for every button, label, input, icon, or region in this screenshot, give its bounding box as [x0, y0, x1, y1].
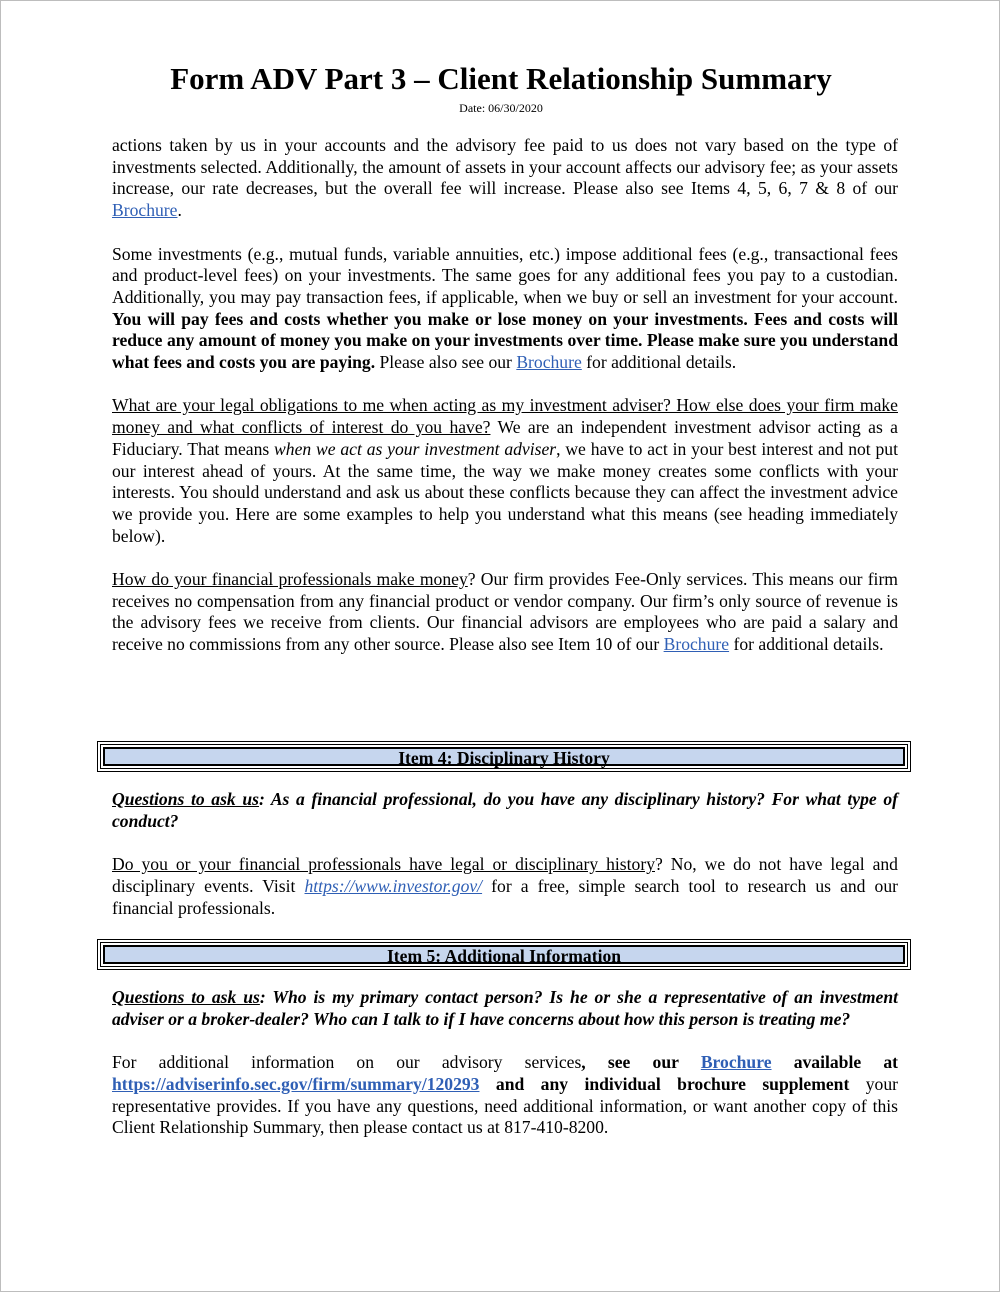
investor-gov-link[interactable]: https://www.investor.gov/: [304, 875, 483, 896]
legal-obligations-italic: when we act as your investment adviser: [274, 438, 557, 459]
legal-obligations-paragraph: [112, 395, 898, 547]
fees-warning: You will pay fees and costs whether you make or lose money on your investments. Fees and costs will reduce any amount of money you make on your investments over time. Please make sure you understand what fees and costs you are paying.: [112, 308, 898, 373]
disciplinary-paragraph: [112, 854, 898, 919]
brochure-link[interactable]: Brochure: [663, 634, 730, 655]
additional-info-bold2: available at: [771, 1052, 898, 1073]
section-header-item4: [97, 741, 911, 772]
fees-end: .: [177, 200, 182, 221]
fees-paragraph: [112, 135, 898, 222]
compensation-paragraph: [112, 569, 898, 656]
disciplinary-text: ? No, we do not have legal and disciplinary events. Visit: [112, 854, 898, 896]
brochure-link[interactable]: Brochure: [516, 352, 582, 373]
disciplinary-question: Do you or your financial professionals have legal or disciplinary history: [112, 854, 655, 875]
additional-fees-end: for additional details.: [581, 352, 737, 373]
item4-content: [112, 789, 898, 941]
questions-text: : As a financial professional, do you have any disciplinary history? For what type of conduct?: [112, 789, 898, 831]
section-title-item4: Item 4: Disciplinary History: [103, 747, 905, 766]
item5-questions: [112, 987, 898, 1030]
document-date: Date: 06/30/2020: [459, 101, 543, 115]
compensation-question: How do your financial professionals make money: [112, 569, 468, 590]
brochure-link[interactable]: Brochure: [112, 200, 178, 221]
legal-obligations-question: What are your legal obligations to me when acting as my investment adviser? How else does your firm make money and what conflicts of interest do you have?: [112, 395, 898, 438]
compensation-text: ? Our firm provides Fee-Only services. This means our firm receives no compensation from any financial product or vendor company. Our firm’s only source of revenue is the advisory fees we receive from clients. Our financial advisors are employees who are paid a salary and receive no commissions from any other source. Please also see Item 10 of our: [112, 569, 898, 655]
fees-text: actions taken by us in your accounts and the advisory fee paid to us does not vary based on the type of investments selected. Additionally, the amount of assets in your account affects our advisory fee; as your assets increase, our rate decreases, but the overall fee will increase. Please also see Items 4, 5, 6, 7 & 8 of our: [112, 135, 898, 199]
questions-label: Questions to ask us: [112, 789, 259, 809]
compensation-end: for additional details.: [729, 634, 884, 655]
section-title-item5: Item 5: Additional Information: [103, 945, 905, 964]
section-header-item5: [97, 939, 911, 970]
questions-label: Questions to ask us: [112, 987, 260, 1007]
adviserinfo-link[interactable]: https://adviserinfo.sec.gov/firm/summary/120293: [112, 1073, 480, 1094]
additional-fees-after: Please also see our: [375, 352, 517, 373]
item4-questions: [112, 789, 898, 832]
main-content: [112, 135, 898, 678]
disciplinary-end: for a free, simple search tool to research us and our financial professionals.: [112, 875, 899, 918]
additional-info-end: your representative provides. If you have any questions, need additional information, or want another copy of this Client Relationship Summary, then please contact us at 817-410-8200.: [112, 1073, 899, 1138]
legal-obligations-text1: We are an independent investment advisor acting as a Fiduciary. That means: [112, 417, 898, 459]
additional-fees-text: Some investments (e.g., mutual funds, variable annuities, etc.) impose additional fees (e.g., transactional fees and product-level fees) on your investments. The same goes for any additional fees you pay to a custodian. Additionally, you may pay transaction fees, if applicable, when we buy or sell an investment for your account.: [112, 243, 898, 307]
additional-info-text: For additional information on our advisory services: [112, 1052, 582, 1073]
additional-fees-paragraph: [112, 244, 898, 374]
item5-content: [112, 987, 898, 1161]
brochure-link[interactable]: Brochure: [700, 1052, 772, 1073]
additional-info-bold3: and any individual brochure supplement: [479, 1073, 850, 1094]
page-title: Form ADV Part 3 – Client Relationship Summary: [170, 61, 832, 96]
additional-info-paragraph: [112, 1052, 898, 1139]
questions-text: : Who is my primary contact person? Is he or she a representative of an investment adviser or a broker-dealer? Who can I talk to if I have concerns about how this person is treating me?: [112, 987, 898, 1029]
legal-obligations-text2: , we have to act in your best interest and not put our interest ahead of yours. At the same time, the way we make money creates some conflicts with your interests. You should understand and ask us about these conflicts because they can affect the investment advice we provide you. Here are some examples to help you understand what this means (see heading immediately below).: [112, 438, 898, 546]
additional-info-bold1: , see our: [581, 1052, 701, 1073]
